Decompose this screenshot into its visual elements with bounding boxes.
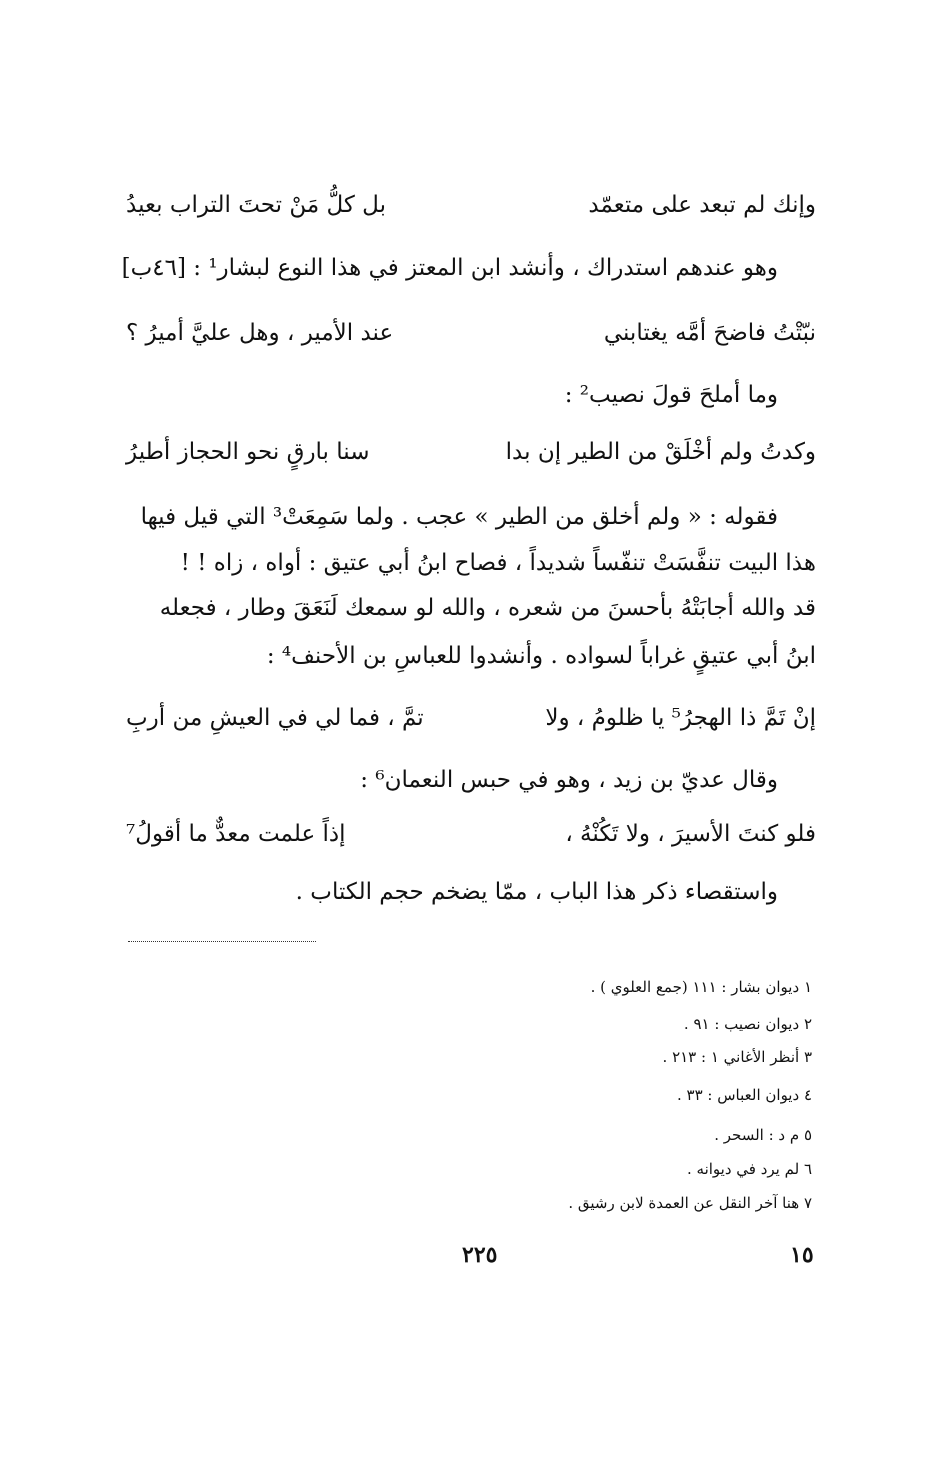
paragraph-1: وهو عندهم استدراك ، وأنشد ابن المعتز في هذا النوع لبشار¹ : [٤٦ب]	[121, 255, 778, 281]
footnote-6: ٦ لم يرد في ديوانه .	[686, 1160, 812, 1178]
footnote-separator	[128, 941, 316, 942]
verse-line-2	[126, 313, 816, 353]
footnote-3: ٣ أنظر الأغاني ١ : ٢١٣ .	[662, 1048, 812, 1066]
paragraph-3-line-2: هذا البيت تنفَّسَتْ تنفّساً شديداً ، فصاح ابنُ أبي عتيق : أواه ، زاه ! !	[180, 550, 816, 576]
paragraph-3-line-3: قد والله أجابَتْهُ بأحسنَ من شعره ، والله لو سمعك لَنَعَقَ وطار ، فجعله	[159, 595, 816, 621]
verse-2-second-hemistich: عند الأمير ، وهل عليَّ أميرُ ؟	[126, 320, 394, 346]
footnote-4: ٤ ديوان العباس : ٣٣ .	[676, 1086, 812, 1104]
footnote-1: ١ ديوان بشار : ١١١ (جمع العلوي ) .	[590, 978, 812, 996]
paragraph-2: وما أملحَ قولَ نصيب² :	[564, 382, 778, 408]
verse-1-first-hemistich: وإنك لم تبعد على متعمّد	[588, 192, 816, 218]
verse-4-first-hemistich: إنْ تَمَّ ذا الهجرُ⁵ يا ظلومُ ، ولا	[545, 705, 816, 731]
paragraph-3-line-1: فقوله : « ولم أخلق من الطير » عجب . ولما سَمِعَتْ³ التي قيل فيها	[140, 504, 778, 530]
signature-number: ١٥	[790, 1242, 814, 1268]
paragraph-5: واستقصاء ذكر هذا الباب ، ممّا يضخم حجم الكتاب .	[295, 879, 778, 905]
page-number: ٢٢٥	[462, 1242, 498, 1268]
verse-line-1	[126, 185, 816, 225]
verse-3-second-hemistich: سنا بارقٍ نحو الحجاز أطيرُ	[126, 439, 370, 465]
verse-5-first-hemistich: فلو كنتَ الأسيرَ ، ولا تَكُنْهُ ،	[565, 821, 816, 847]
footnote-2: ٢ ديوان نصيب : ٩١ .	[683, 1015, 812, 1033]
verse-4-second-hemistich: تمَّ ، فما لي في العيشِ من أربِ	[126, 705, 424, 731]
verse-1-second-hemistich: بل كلُّ مَنْ تحتَ التراب بعيدُ	[126, 192, 386, 218]
footnote-5: ٥ م د : السحر .	[714, 1126, 812, 1144]
verse-line-5	[126, 814, 816, 854]
verse-line-3	[126, 432, 816, 472]
verse-3-first-hemistich: وكدتُ ولم أخْلَقْ من الطير إن بدا	[505, 439, 816, 465]
verse-5-second-hemistich: إذاً علمت معدٌّ ما أقولُ⁷	[126, 821, 346, 847]
verse-line-4	[126, 698, 816, 738]
paragraph-3-line-4: ابنُ أبي عتيقٍ غراباً لسواده . وأنشدوا للعباسِ بن الأحنف⁴ :	[266, 643, 816, 669]
footnote-7: ٧ هنا آخر النقل عن العمدة لابن رشيق .	[568, 1194, 812, 1212]
verse-2-first-hemistich: نبّتْتُ فاضحَ أمَّه يغتابني	[603, 320, 816, 346]
paragraph-4: وقال عديّ بن زيد ، وهو في حبس النعمان⁶ :	[360, 767, 778, 793]
